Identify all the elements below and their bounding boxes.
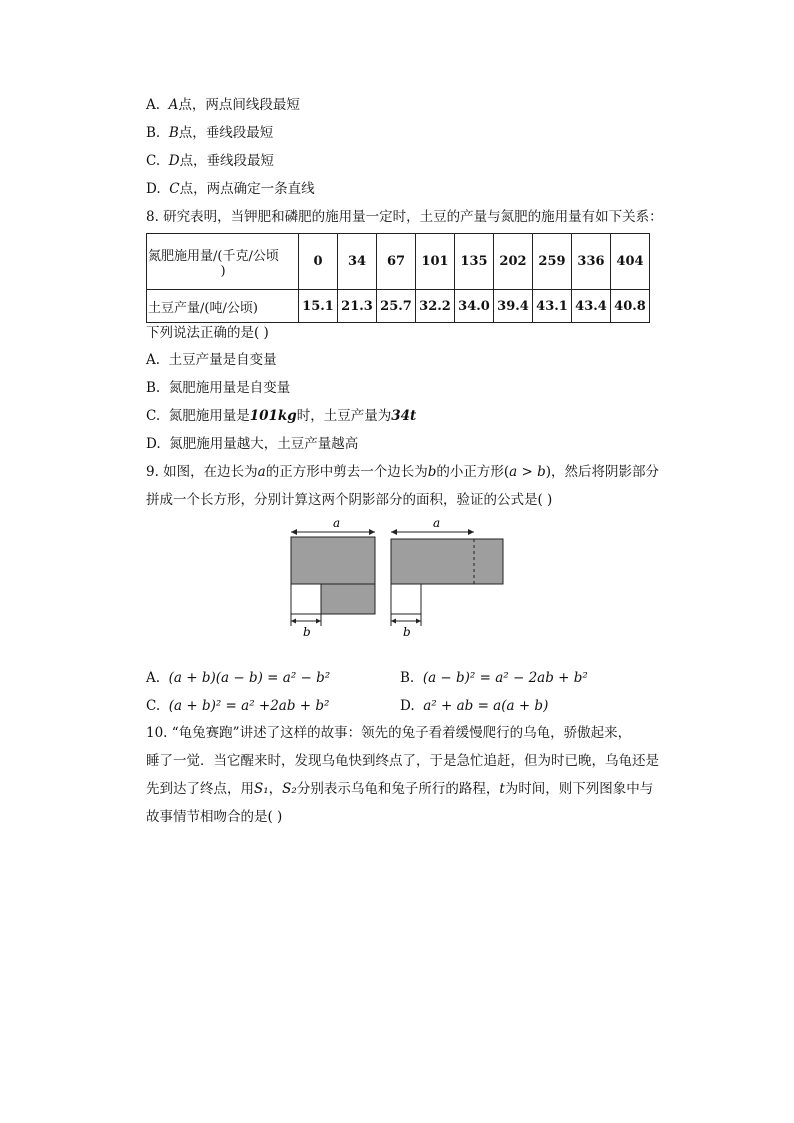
table-row xyxy=(147,234,650,290)
table-cell: 40.8 xyxy=(611,290,650,323)
table-cell: 34 xyxy=(338,234,377,290)
table-cell: 259 xyxy=(533,234,572,290)
q9-label-a-left: a xyxy=(333,516,341,530)
q9-option-a: A. (a + b)(a − b) = a² − b² xyxy=(146,670,331,686)
table-cell: 43.1 xyxy=(533,290,572,323)
table-row-header-nitrogen: 氮肥施用量/(千克/公顷 ) xyxy=(147,234,299,290)
q8-option-b: B. 氮肥施用量是自变量 xyxy=(146,380,291,396)
table-cell: 0 xyxy=(299,234,338,290)
q7-option-c: C. D点，垂线段最短 xyxy=(146,153,275,169)
table-cell: 43.4 xyxy=(572,290,611,323)
table-cell: 67 xyxy=(377,234,416,290)
table-row xyxy=(147,290,650,323)
table-cell: 21.3 xyxy=(338,290,377,323)
table-cell: 101 xyxy=(416,234,455,290)
q8-question: 下列说法正确的是( ) xyxy=(146,325,269,341)
q10-line4: 故事情节相吻合的是( ) xyxy=(146,809,283,825)
table-cell: 15.1 xyxy=(299,290,338,323)
table-cell: 25.7 xyxy=(377,290,416,323)
q8-data-table xyxy=(146,233,650,323)
q9-stem-line1: 9. 如图，在边长为a的正方形中剪去一个边长为b的小正方形(a > b)，然后将阴影部分 xyxy=(146,464,660,480)
q9-label-b-left: b xyxy=(303,625,311,639)
table-row-header-potato: 土豆产量/(吨/公顷) xyxy=(147,290,299,323)
q8-option-c: C. 氮肥施用量是101kg时，土豆产量为34t xyxy=(146,408,417,424)
q8-option-a: A. 土豆产量是自变量 xyxy=(146,352,277,368)
table-cell: 32.2 xyxy=(416,290,455,323)
q9-option-d: D. a² + ab = a(a + b) xyxy=(400,698,549,714)
q9-option-b: B. (a − b)² = a² − 2ab + b² xyxy=(400,670,588,686)
q9-figure xyxy=(285,512,510,642)
q9-option-c: C. (a + b)² = a² +2ab + b² xyxy=(146,698,330,714)
q9-left-shape xyxy=(291,529,375,626)
table-cell: 39.4 xyxy=(494,290,533,323)
q9-label-b-right: b xyxy=(403,625,411,639)
q7-option-b: B. B点，垂线段最短 xyxy=(146,125,274,141)
q7-option-a: A. A点，两点间线段最短 xyxy=(146,97,300,113)
q8-stem: 8. 研究表明，当钾肥和磷肥的施用量一定时，土豆的产量与氮肥的施用量有如下关系： xyxy=(146,209,663,225)
table-cell: 34.0 xyxy=(455,290,494,323)
q10-line1: 10. “龟兔赛跑”讲述了这样的故事：领先的兔子看着缓慢爬行的乌龟，骄傲起来， xyxy=(146,725,632,741)
table-cell: 202 xyxy=(494,234,533,290)
table-cell: 135 xyxy=(455,234,494,290)
q7-option-d: D. C点，两点确定一条直线 xyxy=(146,181,315,197)
q8-option-d: D. 氮肥施用量越大，土豆产量越高 xyxy=(146,436,359,452)
q9-stem-line2: 拼成一个长方形，分别计算这两个阴影部分的面积，验证的公式是( ) xyxy=(146,492,553,508)
q9-right-shape xyxy=(391,529,503,626)
table-cell: 404 xyxy=(611,234,650,290)
table-cell: 336 xyxy=(572,234,611,290)
q9-label-a-right: a xyxy=(433,516,441,530)
q10-line2: 睡了一觉．当它醒来时，发现乌龟快到终点了，于是急忙追赶，但为时已晚，乌龟还是 xyxy=(146,753,659,769)
q10-line3: 先到达了终点，用S₁，S₂分别表示乌龟和兔子所行的路程，t为时间，则下列图象中与 xyxy=(146,781,654,797)
